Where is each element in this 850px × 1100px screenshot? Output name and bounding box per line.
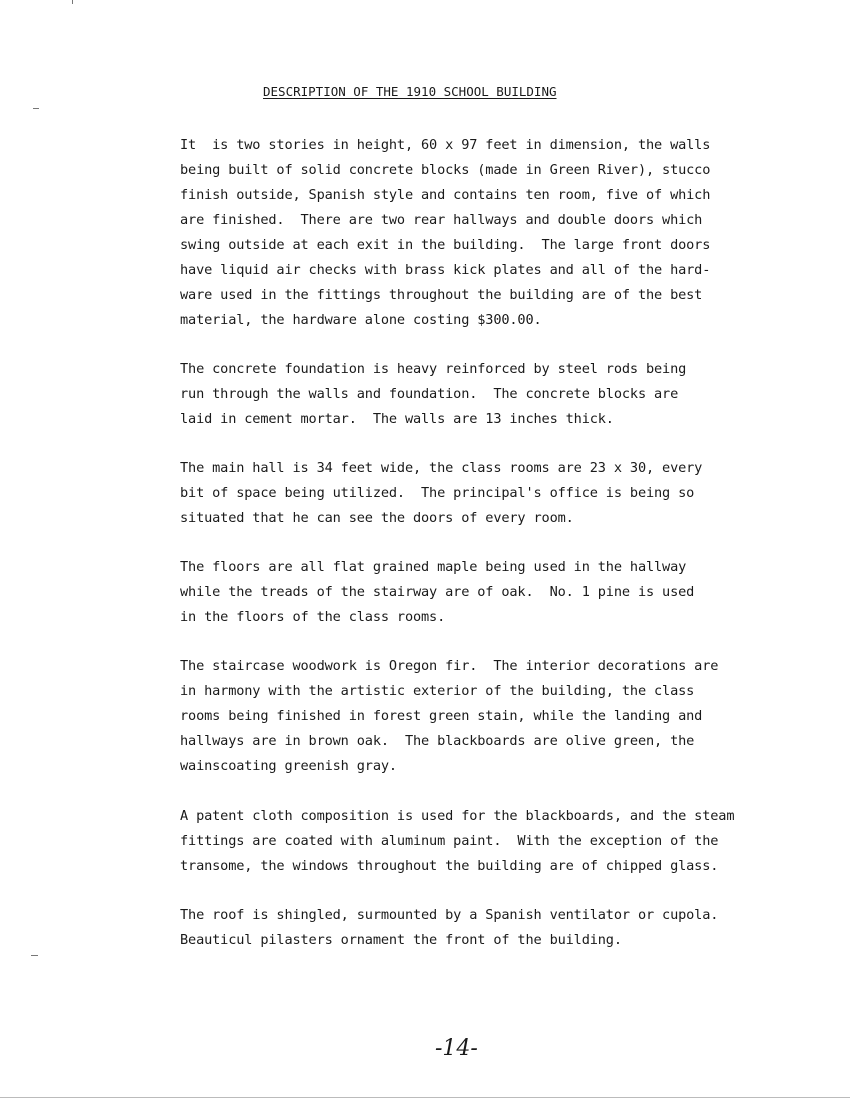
text-line: A patent cloth composition is used for the blackboards, and the steam — [180, 808, 735, 824]
paragraph-foundation — [180, 357, 686, 432]
text-line: finish outside, Spanish style and contains ten room, five of which — [180, 187, 711, 203]
text-line: The roof is shingled, surmounted by a Spanish ventilator or cupola. — [180, 907, 719, 923]
text-line: The main hall is 34 feet wide, the class rooms are 23 x 30, every — [180, 460, 703, 476]
text-line: The concrete foundation is heavy reinforced by steel rods being — [180, 361, 687, 377]
text-line: run through the walls and foundation. The concrete blocks are — [180, 386, 679, 402]
text-line: situated that he can see the doors of every room. — [180, 510, 574, 526]
scan-mark — [72, 0, 73, 4]
text-line: ware used in the fittings throughout the building are of the best — [180, 287, 703, 303]
page-number: -14- — [435, 1036, 478, 1061]
text-line: in harmony with the artistic exterior of the building, the class — [180, 683, 695, 699]
text-line: are finished. There are two rear hallways and double doors which — [180, 212, 703, 228]
scan-mark — [33, 108, 39, 109]
text-line: Beauticul pilasters ornament the front of the building. — [180, 932, 622, 948]
paragraph-blackboards — [180, 804, 734, 879]
text-line: It is two stories in height, 60 x 97 feet in dimension, the walls — [180, 137, 711, 153]
scan-mark — [31, 955, 38, 956]
scan-mark — [0, 1097, 850, 1098]
paragraph-staircase — [180, 654, 718, 779]
text-line: laid in cement mortar. The walls are 13 inches thick. — [180, 411, 614, 427]
document-title: DESCRIPTION OF THE 1910 SCHOOL BUILDING — [263, 84, 557, 99]
text-line: have liquid air checks with brass kick plates and all of the hard- — [180, 262, 711, 278]
text-line: The floors are all flat grained maple being used in the hallway — [180, 559, 687, 575]
text-line: while the treads of the stairway are of oak. No. 1 pine is used — [180, 584, 695, 600]
text-line: hallways are in brown oak. The blackboards are olive green, the — [180, 733, 695, 749]
text-line: The staircase woodwork is Oregon fir. The interior decorations are — [180, 658, 719, 674]
text-line: bit of space being utilized. The principal's office is being so — [180, 485, 695, 501]
text-line: in the floors of the class rooms. — [180, 609, 446, 625]
text-line: rooms being finished in forest green stain, while the landing and — [180, 708, 703, 724]
paragraph-roof — [180, 903, 718, 953]
text-line: material, the hardware alone costing $300.00. — [180, 312, 542, 328]
text-line: wainscoating greenish gray. — [180, 758, 397, 774]
paragraph-floors — [180, 555, 694, 630]
paragraph-main-hall — [180, 456, 702, 531]
text-line: swing outside at each exit in the building. The large front doors — [180, 237, 711, 253]
text-line: fittings are coated with aluminum paint. With the exception of the — [180, 833, 719, 849]
text-line: being built of solid concrete blocks (made in Green River), stucco — [180, 162, 711, 178]
text-line: transome, the windows throughout the building are of chipped glass. — [180, 858, 719, 874]
paragraph-building-dimensions — [180, 133, 710, 333]
